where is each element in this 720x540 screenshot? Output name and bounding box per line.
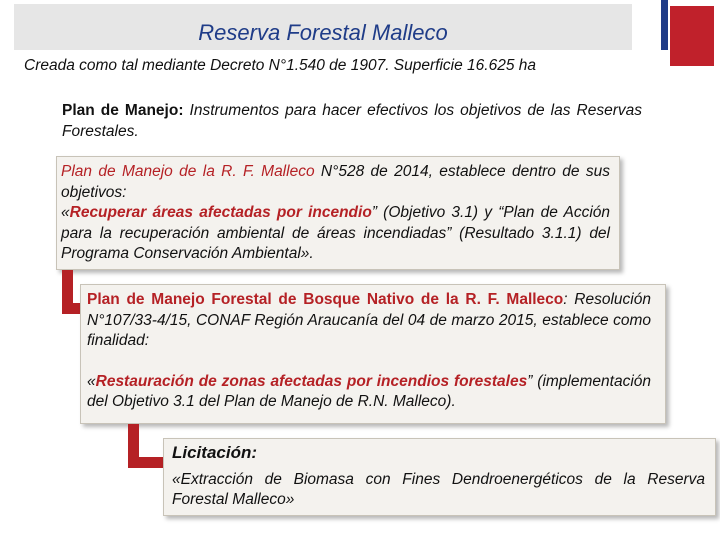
box2-colon: : [563, 291, 568, 308]
plan-manejo-box [56, 156, 620, 270]
box3-text: Extracción de Biomasa con Fines Dendroenergéticos de la Reserva Forestal Malleco» [172, 470, 705, 508]
subtitle: Creada como tal mediante Decreto N°1.540 de 1907. Superficie 16.625 ha [24, 57, 536, 74]
box1-text1: N°528 de 2014, establece dentro de sus objetivos: [61, 163, 610, 201]
box1-text2: ” (Objetivo 3.1) y “Plan de Acción para la recuperación ambiental de áreas incendiadas” (Resultado 3.1.1) del Programa Conservación Ambiental». [61, 204, 611, 262]
connector-1-horizontal [62, 303, 80, 314]
page-title: Reserva Forestal Malleco [198, 20, 448, 45]
licitacion-heading: Licitación: [172, 443, 258, 462]
box2-lead: Plan de Manejo Forestal de Bosque Nativo de la R. F. Malleco [87, 291, 564, 308]
box2-text2: ” (implementación del Objetivo 3.1 del Plan de Manejo de R.N. Malleco). [87, 372, 651, 410]
flag-blue-stripe [661, 0, 668, 50]
connector-2-horizontal [128, 457, 163, 468]
box1-quote-open: « [61, 204, 70, 221]
title-bar [14, 4, 632, 50]
box1-quote-red: Recuperar áreas afectadas por incendio [69, 204, 372, 221]
box3-quote-open: « [172, 470, 181, 488]
box1-lead: Plan de Manejo de la R. F. Malleco [61, 163, 315, 180]
plan-manejo-forestal-box [80, 284, 666, 424]
box2-quote-red: Restauración de zonas afectadas por incendios forestales [95, 372, 528, 390]
intro-text: Instrumentos para hacer efectivos los objetivos de las Reservas Forestales. [62, 102, 642, 140]
box2-quote-open: « [87, 372, 96, 390]
intro-paragraph [62, 100, 642, 142]
licitacion-box [163, 438, 716, 516]
intro-lead: Plan de Manejo: [62, 102, 184, 119]
box2-spacer [87, 352, 651, 372]
box2-text1: Resolución N°107/33-4/15, CONAF Región Araucanía del 04 de marzo 2015, establece como finalidad: [87, 291, 651, 349]
flag-red-block [670, 0, 714, 66]
flag-white-strip [670, 0, 714, 6]
